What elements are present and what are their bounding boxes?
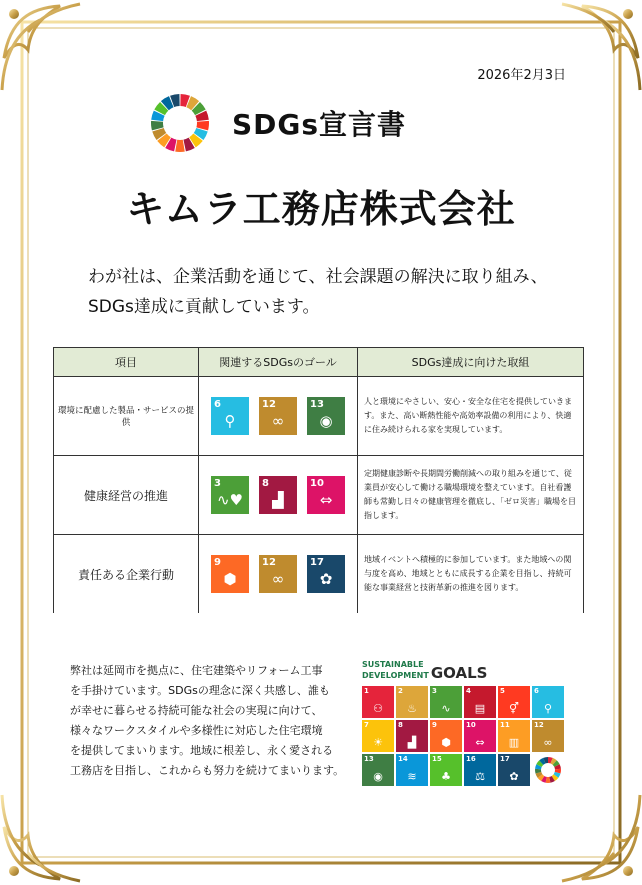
sdg-goal-13-tile <box>307 397 345 435</box>
intro-line: わが社は、企業活動を通じて、社会課題の解決に取り組み、 <box>88 267 548 287</box>
infinity-icon: ∞ <box>271 570 285 588</box>
poster-title-goals: GOALS <box>430 664 488 682</box>
poster-sdgs-wheel-icon <box>532 754 564 786</box>
poster-goal-icon: ♣ <box>441 770 451 783</box>
poster-goal-7-tile <box>362 720 394 752</box>
poster-goal-icon: ✿ <box>509 770 519 783</box>
equality-icon: ⇔ <box>319 491 333 509</box>
poster-goal-number: 2 <box>398 687 403 695</box>
poster-goal-grid <box>362 686 569 786</box>
poster-goal-icon: ▟ <box>407 736 417 749</box>
poster-goal-icon: ⚇ <box>373 702 383 715</box>
sdg-goal-12-tile <box>259 555 297 593</box>
table-header-row <box>54 348 584 377</box>
poster-goal-16-tile <box>464 754 496 786</box>
sdgs-goals-poster <box>362 661 569 786</box>
poster-goal-number: 17 <box>500 755 510 763</box>
profile-line: 工務店を目指し、これからも努力を続けてまいります。 <box>70 764 345 777</box>
poster-goal-number: 9 <box>432 721 437 729</box>
poster-goal-6-tile <box>532 686 564 718</box>
poster-goal-number: 7 <box>364 721 369 729</box>
sdg-goal-number: 10 <box>310 478 324 489</box>
cubes-icon: ⬢ <box>223 570 237 588</box>
row-item-label: 健康経営の推進 <box>54 456 199 535</box>
poster-goal-icon: ◉ <box>373 770 383 783</box>
poster-goal-number: 5 <box>500 687 505 695</box>
sdg-goal-8-tile <box>259 476 297 514</box>
heartbeat-icon: ∿♥ <box>216 491 243 509</box>
poster-goal-icon: ⚖ <box>475 770 485 783</box>
sdg-goal-12-tile <box>259 397 297 435</box>
profile-line: が幸せに暮らせる持続可能な社会の実現に向けて、 <box>70 704 323 717</box>
row-item-label: 責任ある企業行動 <box>54 535 199 614</box>
row-goal-icons <box>199 535 358 614</box>
poster-goal-icon: ⚲ <box>543 702 553 715</box>
poster-goal-number: 15 <box>432 755 442 763</box>
poster-goal-number: 3 <box>432 687 437 695</box>
table-row <box>54 535 584 614</box>
poster-goal-icon: ∿ <box>441 702 451 715</box>
profile-line: を提供してまいります。地域に根差し、永く愛される <box>70 744 334 757</box>
poster-goal-number: 8 <box>398 721 403 729</box>
poster-goal-icon: ▥ <box>508 736 520 749</box>
partnership-flower-icon: ✿ <box>319 570 333 588</box>
row-description: 人と環境にやさしい、安心・安全な住宅を提供していきます。また、高い断熱性能や高効率設備の利用により、快適に住み続けられる家を実現しています。 <box>358 377 584 456</box>
poster-goal-11-tile <box>498 720 530 752</box>
company-profile-text <box>70 661 360 781</box>
table-row <box>54 456 584 535</box>
poster-goal-number: 12 <box>534 721 544 729</box>
poster-goal-icon: ∞ <box>543 736 553 749</box>
profile-line: を手掛けています。SDGsの理念に深く共感し、誰も <box>70 684 330 697</box>
poster-goal-10-tile <box>464 720 496 752</box>
sdg-goal-number: 17 <box>310 557 324 568</box>
wheel-segment <box>175 140 185 152</box>
sdg-goal-number: 12 <box>262 557 276 568</box>
poster-goal-number: 4 <box>466 687 471 695</box>
poster-title-development: DEVELOPMENT <box>362 671 429 680</box>
row-description: 地域イベントへ積極的に参加しています。また地域への関与度を高め、地域とともに成長する企業を目指し、持続可能な事業経営と技術革新の推進を図ります。 <box>358 535 584 614</box>
poster-goal-number: 6 <box>534 687 539 695</box>
sdgs-wheel-logo <box>150 93 210 153</box>
sdg-goal-17-tile <box>307 555 345 593</box>
poster-goal-icon: ♨ <box>407 702 417 715</box>
poster-goal-icon: ☀ <box>373 736 383 749</box>
profile-line: 弊社は延岡市を拠点に、住宅建築やリフォーム工事 <box>70 664 323 677</box>
poster-goal-14-tile <box>396 754 428 786</box>
poster-goal-icon: ⇔ <box>475 736 485 749</box>
poster-goal-17-tile <box>498 754 530 786</box>
poster-goal-4-tile <box>464 686 496 718</box>
poster-goal-2-tile <box>396 686 428 718</box>
poster-goal-icon: ⚥ <box>509 702 519 715</box>
sdg-goal-number: 12 <box>262 399 276 410</box>
row-description: 定期健康診断や長期間労働削減への取り組みを通じて、従業員が安心して働ける職場環境を整えています。自社看護師も常勤し日々の健康管理を徹底し、「ゼロ災害」職場を目指します。 <box>358 456 584 535</box>
poster-goal-number: 11 <box>500 721 510 729</box>
header-initiatives: SDGs達成に向けた取組 <box>358 348 584 377</box>
sdg-goal-10-tile <box>307 476 345 514</box>
earth-eye-icon: ◉ <box>319 412 333 430</box>
declaration-title: SDGs宣言書 <box>232 108 407 141</box>
poster-goal-number: 1 <box>364 687 369 695</box>
poster-goal-8-tile <box>396 720 428 752</box>
poster-goal-icon: ≋ <box>407 770 417 783</box>
declaration-header <box>150 93 406 153</box>
sdgs-goals-table <box>53 347 584 613</box>
poster-title-line: SUSTAINABLE <box>362 660 424 669</box>
poster-goal-number: 13 <box>364 755 374 763</box>
poster-goal-number: 10 <box>466 721 476 729</box>
poster-goal-3-tile <box>430 686 462 718</box>
poster-title <box>362 661 569 680</box>
intro-line: SDGs達成に貢献しています。 <box>88 297 320 317</box>
sdg-goal-6-tile <box>211 397 249 435</box>
sdg-goal-9-tile <box>211 555 249 593</box>
company-name: キムラ工務店株式会社 <box>126 187 516 231</box>
poster-goal-icon: ⬢ <box>441 736 451 749</box>
poster-goal-5-tile <box>498 686 530 718</box>
sdg-goal-number: 8 <box>262 478 269 489</box>
row-goal-icons <box>199 456 358 535</box>
poster-goal-13-tile <box>362 754 394 786</box>
header-item: 項目 <box>54 348 199 377</box>
sdg-goal-number: 13 <box>310 399 324 410</box>
poster-goal-number: 14 <box>398 755 408 763</box>
declaration-date: 2026年2月3日 <box>477 68 566 83</box>
poster-goal-icon: ▤ <box>474 702 486 715</box>
intro-statement <box>88 262 548 322</box>
table-row <box>54 377 584 456</box>
row-item-label: 環境に配慮した製品・サービスの提供 <box>54 377 199 456</box>
water-drop-icon: ⚲ <box>224 412 236 430</box>
profile-line: 様々なワークスタイルや多様性に対応した住宅環境 <box>70 724 323 737</box>
poster-goal-9-tile <box>430 720 462 752</box>
sdg-goal-number: 3 <box>214 478 221 489</box>
sdg-goal-number: 6 <box>214 399 221 410</box>
growth-chart-icon: ▟ <box>272 491 284 509</box>
infinity-icon: ∞ <box>271 412 285 430</box>
poster-goal-15-tile <box>430 754 462 786</box>
poster-goal-number: 16 <box>466 755 476 763</box>
row-goal-icons <box>199 377 358 456</box>
poster-goal-12-tile <box>532 720 564 752</box>
header-goals: 関連するSDGsのゴール <box>199 348 358 377</box>
sdg-goal-number: 9 <box>214 557 221 568</box>
poster-goal-1-tile <box>362 686 394 718</box>
sdg-goal-3-tile <box>211 476 249 514</box>
